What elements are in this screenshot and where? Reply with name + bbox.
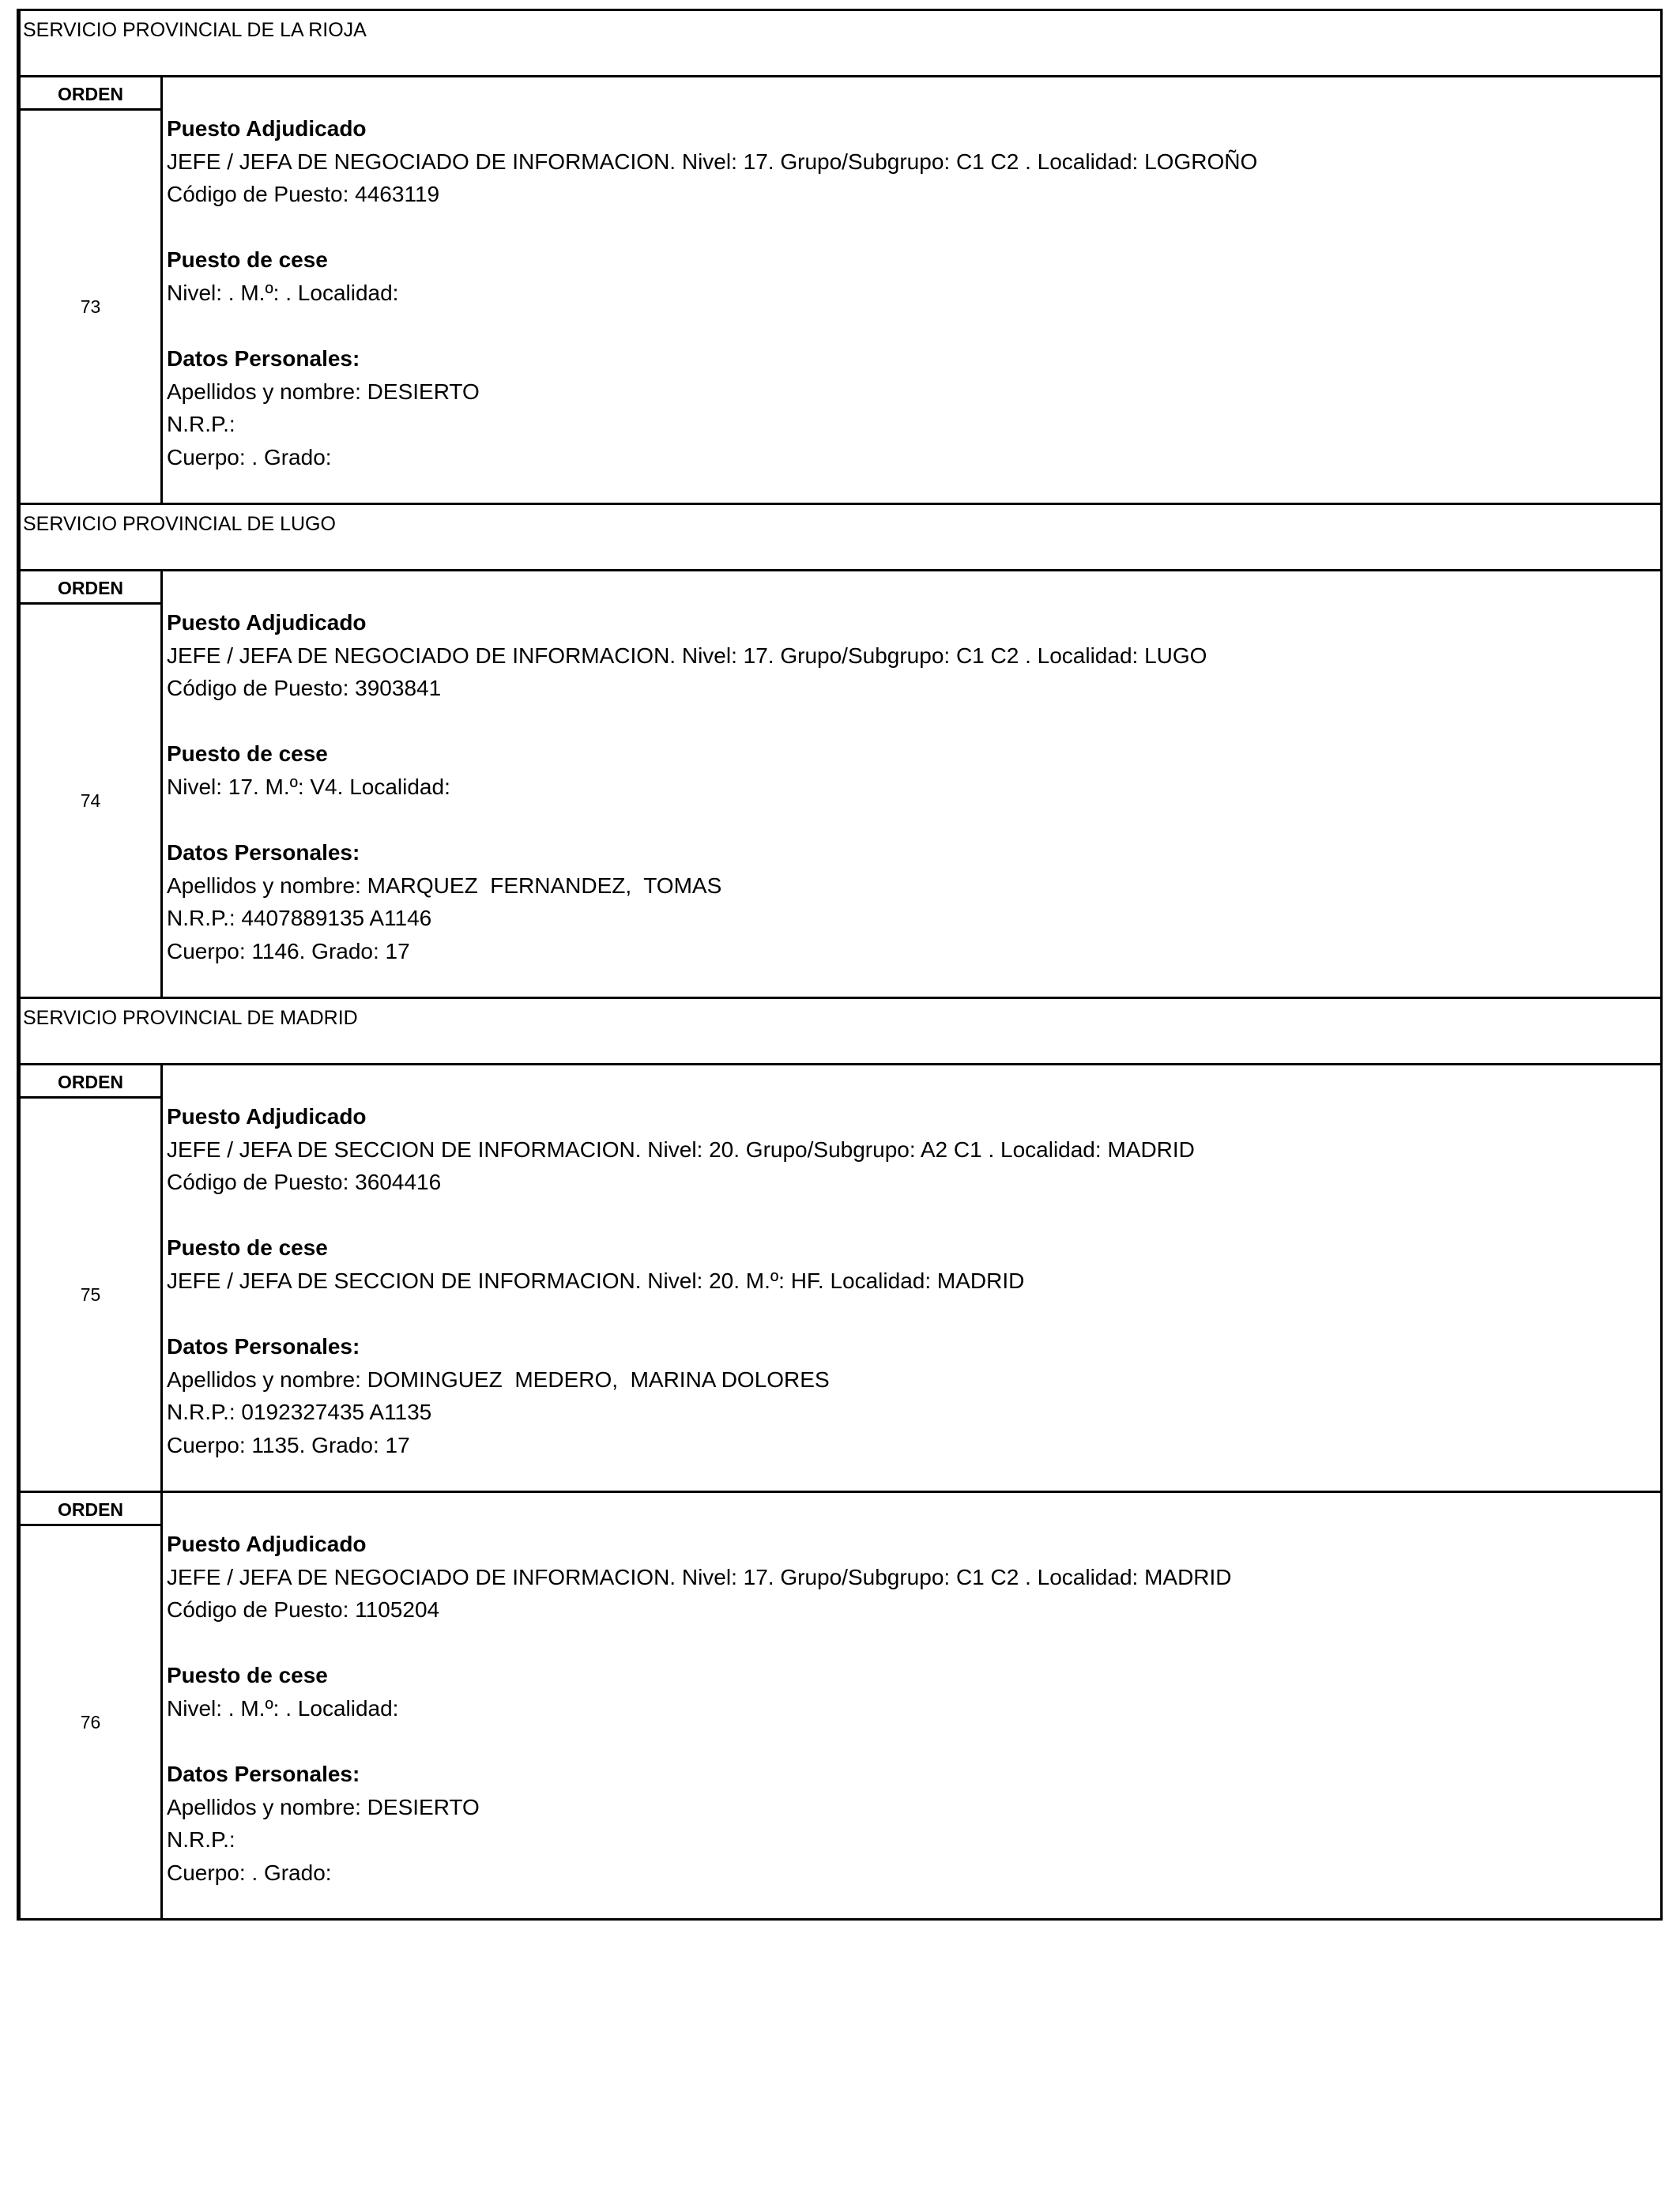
puesto-cese-heading: Puesto de cese bbox=[167, 1663, 328, 1688]
puesto-cese-text: Nivel: . M.º: . Localidad: bbox=[167, 1695, 399, 1721]
apellidos-nombre: Apellidos y nombre: DOMINGUEZ MEDERO, MARINA DOLORES bbox=[167, 1367, 830, 1392]
puesto-adjudicado-text: JEFE / JEFA DE NEGOCIADO DE INFORMACION. Nivel: 17. Grupo/Subgrupo: C1 C2 . Localidad: LOGROÑO bbox=[167, 149, 1258, 174]
puesto-adjudicado-text: JEFE / JEFA DE SECCION DE INFORMACION. Nivel: 20. Grupo/Subgrupo: A2 C1 . Localidad: MADRID bbox=[167, 1137, 1195, 1162]
order-label: ORDEN bbox=[21, 77, 160, 111]
puesto-cese-heading: Puesto de cese bbox=[167, 247, 328, 273]
puesto-adjudicado-text: JEFE / JEFA DE NEGOCIADO DE INFORMACION. Nivel: 17. Grupo/Subgrupo: C1 C2 . Localidad: MADRID bbox=[167, 1564, 1232, 1589]
puesto-adjudicado-heading: Puesto Adjudicado bbox=[167, 116, 367, 141]
entry-row bbox=[21, 1065, 1660, 1493]
datos-personales-heading: Datos Personales: bbox=[167, 1762, 360, 1787]
puesto-adjudicado-heading: Puesto Adjudicado bbox=[167, 1532, 367, 1556]
nrp: N.R.P.: bbox=[167, 412, 235, 437]
entry-details bbox=[163, 1493, 1660, 1918]
order-number: 73 bbox=[80, 296, 101, 317]
codigo-puesto: Código de Puesto: 4463119 bbox=[167, 182, 440, 207]
entry-details bbox=[163, 571, 1660, 997]
puesto-adjudicado-text: JEFE / JEFA DE NEGOCIADO DE INFORMACION. Nivel: 17. Grupo/Subgrupo: C1 C2 . Localidad: LUGO bbox=[167, 643, 1207, 668]
entry-row bbox=[21, 1493, 1660, 1921]
service-header-madrid: SERVICIO PROVINCIAL DE MADRID bbox=[21, 999, 1660, 1065]
apellidos-nombre: Apellidos y nombre: DESIERTO bbox=[167, 379, 480, 404]
nrp: N.R.P.: bbox=[167, 1827, 235, 1853]
cuerpo-grado: Cuerpo: 1135. Grado: 17 bbox=[167, 1432, 410, 1457]
apellidos-nombre: Apellidos y nombre: MARQUEZ FERNANDEZ, TOMAS bbox=[167, 873, 722, 898]
codigo-puesto: Código de Puesto: 3903841 bbox=[167, 676, 442, 701]
codigo-puesto: Código de Puesto: 3604416 bbox=[167, 1170, 442, 1195]
cuerpo-grado: Cuerpo: 1146. Grado: 17 bbox=[167, 938, 410, 963]
nrp: N.R.P.: 4407889135 A1146 bbox=[167, 906, 432, 931]
service-header-la-rioja: SERVICIO PROVINCIAL DE LA RIOJA bbox=[21, 11, 1660, 77]
order-label: ORDEN bbox=[21, 1065, 160, 1099]
datos-personales-heading: Datos Personales: bbox=[167, 840, 360, 865]
document-table bbox=[17, 9, 1663, 1921]
apellidos-nombre: Apellidos y nombre: DESIERTO bbox=[167, 1794, 480, 1819]
cuerpo-grado: Cuerpo: . Grado: bbox=[167, 444, 332, 469]
nrp: N.R.P.: 0192327435 A1135 bbox=[167, 1400, 432, 1425]
puesto-cese-text: Nivel: . M.º: . Localidad: bbox=[167, 280, 399, 305]
entry-details bbox=[163, 1065, 1660, 1491]
order-column bbox=[21, 77, 163, 503]
entry-row bbox=[21, 77, 1660, 505]
order-column bbox=[21, 1493, 163, 1918]
order-label: ORDEN bbox=[21, 571, 160, 605]
puesto-cese-text: Nivel: 17. M.º: V4. Localidad: bbox=[167, 774, 450, 799]
puesto-adjudicado-heading: Puesto Adjudicado bbox=[167, 610, 367, 635]
order-column bbox=[21, 571, 163, 997]
datos-personales-heading: Datos Personales: bbox=[167, 1334, 360, 1359]
entry-details bbox=[163, 77, 1660, 503]
puesto-adjudicado-heading: Puesto Adjudicado bbox=[167, 1104, 367, 1129]
puesto-cese-heading: Puesto de cese bbox=[167, 1235, 328, 1261]
entry-row bbox=[21, 571, 1660, 999]
order-column bbox=[21, 1065, 163, 1491]
order-label: ORDEN bbox=[21, 1493, 160, 1526]
codigo-puesto: Código de Puesto: 1105204 bbox=[167, 1597, 440, 1623]
service-header-lugo: SERVICIO PROVINCIAL DE LUGO bbox=[21, 505, 1660, 571]
order-number: 75 bbox=[80, 1284, 101, 1305]
puesto-cese-heading: Puesto de cese bbox=[167, 741, 328, 767]
puesto-cese-text: JEFE / JEFA DE SECCION DE INFORMACION. Nivel: 20. M.º: HF. Localidad: MADRID bbox=[167, 1268, 1025, 1293]
order-number: 76 bbox=[80, 1711, 101, 1732]
datos-personales-heading: Datos Personales: bbox=[167, 346, 360, 371]
order-number: 74 bbox=[80, 790, 101, 811]
cuerpo-grado: Cuerpo: . Grado: bbox=[167, 1860, 332, 1885]
